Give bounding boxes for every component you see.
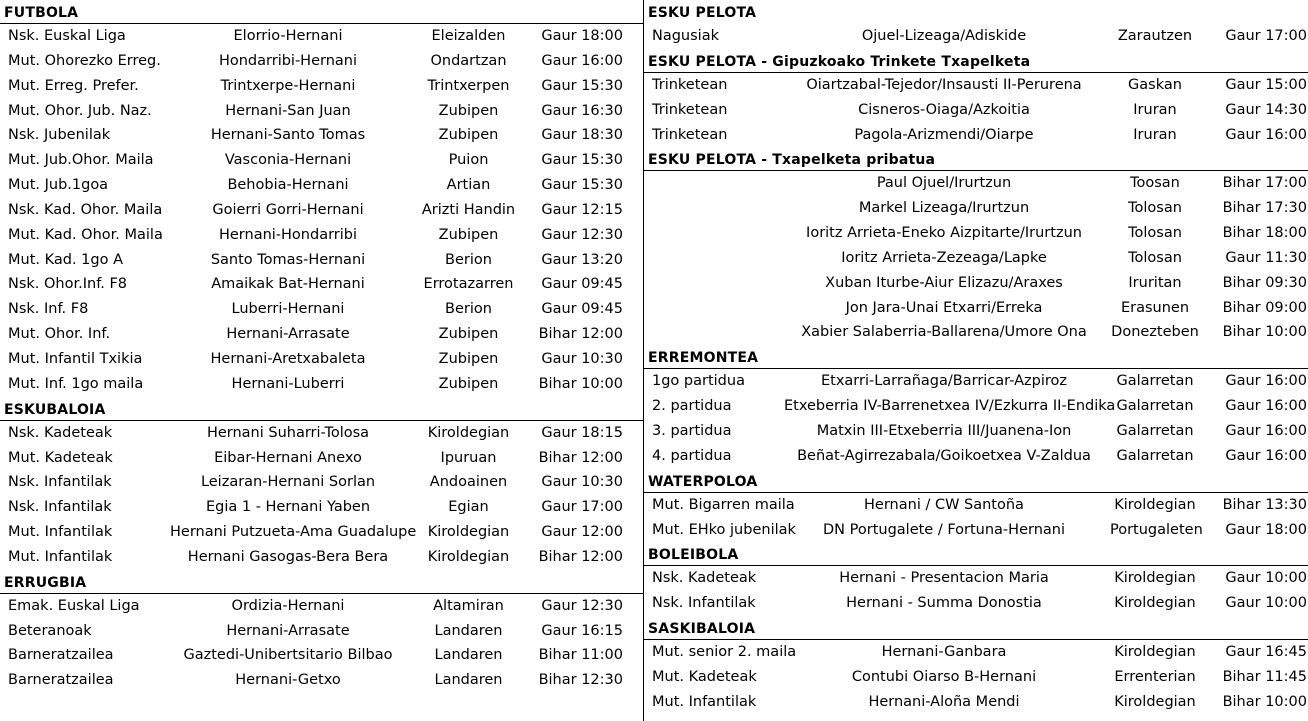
category-cell: Mut. Kadeteak: [8, 449, 113, 466]
time-cell: Gaur 12:15: [541, 201, 623, 218]
time-cell: Bihar 11:00: [538, 647, 623, 664]
time-cell: Gaur 18:00: [541, 28, 623, 44]
section-title: ESKU PELOTA - Gipuzkoako Trinkete Txapelketa: [644, 49, 1308, 73]
schedule-row: [0, 223, 643, 248]
schedule-row: [644, 419, 1308, 444]
schedule-rows: [644, 566, 1308, 616]
category-cell: Mut. Erreg. Prefer.: [8, 77, 139, 94]
schedule-rows: [0, 594, 643, 693]
match-cell: Gaztedi-Unibertsitario Bilbao: [183, 647, 393, 664]
match-cell: Ordizia-Hernani: [231, 597, 345, 614]
category-cell: Mut. EHko jubenilak: [652, 521, 796, 538]
venue-cell: Ipuruan: [440, 449, 497, 466]
section-erremontea: [644, 345, 1308, 468]
category-cell: Trinketean: [652, 126, 728, 143]
right-column: [643, 0, 1308, 721]
schedule-row: [0, 24, 643, 49]
section-futbola: [0, 0, 643, 397]
schedule-rows: [0, 24, 643, 397]
venue-cell: Tolosan: [1128, 249, 1182, 266]
match-cell: Hernani-Aretxabaleta: [210, 350, 366, 367]
venue-cell: Zubipen: [438, 375, 499, 392]
match-cell: Pagola-Arizmendi/Oiarpe: [854, 126, 1034, 143]
category-cell: Mut. Infantilak: [8, 524, 113, 541]
schedule-row: [0, 248, 643, 273]
venue-cell: Iruritan: [1128, 274, 1182, 291]
time-cell: Gaur 16:15: [541, 622, 623, 639]
schedule-row: [644, 369, 1308, 394]
venue-cell: Zubipen: [438, 326, 499, 343]
section-title: ESKU PELOTA: [648, 5, 757, 21]
schedule-row: [644, 271, 1308, 296]
category-cell: Mut. Kadeteak: [652, 668, 757, 685]
schedule-row: [0, 74, 643, 99]
time-cell: Bihar 12:00: [538, 449, 623, 466]
category-cell: Mut. Infantilak: [652, 693, 757, 710]
venue-cell: Kiroldegian: [1114, 496, 1196, 513]
venue-cell: Tolosan: [1128, 225, 1182, 242]
category-cell: Barneratzailea: [8, 672, 114, 689]
section-boleibola: [644, 542, 1308, 616]
schedule-row: [0, 99, 643, 124]
venue-cell: Zubipen: [438, 226, 499, 243]
time-cell: Gaur 16:00: [1225, 398, 1307, 415]
section-title: SASKIBALOIA: [644, 616, 1308, 640]
match-cell: Xabier Salaberria-Ballarena/Umore Ona: [801, 324, 1087, 341]
category-cell: Mut. Infantilak: [8, 548, 113, 565]
schedule-row: [0, 668, 643, 693]
venue-cell: Gaskan: [1128, 76, 1182, 93]
match-cell: Hernani Gasogas-Bera Bera: [187, 548, 389, 565]
schedule-row: [0, 520, 643, 545]
venue-cell: Erasunen: [1120, 299, 1190, 316]
match-cell: Ioritz Arrieta-Eneko Aizpitarte/Irurtzun: [806, 225, 1082, 242]
category-cell: 1go partidua: [652, 373, 745, 390]
match-cell: Elorrio-Hernani: [233, 28, 343, 44]
category-cell: Trinketean: [652, 101, 728, 118]
category-cell: Mut. Kad. 1go A: [8, 251, 123, 268]
venue-cell: Landaren: [434, 672, 503, 689]
section-errugbia: [0, 570, 643, 693]
match-cell: Matxin III-Etxeberria III/Juanena-Ion: [816, 422, 1072, 439]
section-esku-pelota-gipuzkoako-trinkete-txapelketa: [644, 49, 1308, 148]
match-cell: Xuban Iturbe-Aiur Elizazu/Araxes: [825, 274, 1063, 291]
match-cell: Hondarribi-Hernani: [218, 52, 358, 69]
schedule-row: [0, 643, 643, 668]
venue-cell: Galarretan: [1116, 398, 1194, 415]
schedule-row: [0, 446, 643, 471]
venue-cell: Donezteben: [1111, 324, 1199, 341]
schedule-rows: [644, 493, 1308, 543]
match-cell: Ioritz Arrieta-Zezeaga/Lapke: [841, 249, 1047, 266]
schedule-row: [644, 566, 1308, 591]
time-cell: Gaur 09:45: [541, 276, 623, 293]
time-cell: Gaur 16:00: [1225, 422, 1307, 439]
schedule-row: [0, 123, 643, 148]
time-cell: Gaur 10:00: [1225, 570, 1307, 587]
match-cell: Leizaran-Hernani Sorlan: [200, 474, 376, 491]
match-cell: Hernani-Getxo: [235, 672, 341, 689]
time-cell: Gaur 16:45: [1225, 644, 1307, 661]
schedule-row: [644, 690, 1308, 715]
venue-cell: Landaren: [434, 622, 503, 639]
section-title: FUTBOLA: [0, 0, 643, 24]
section-title: ESKU PELOTA - Txapelketa pribatua: [644, 147, 1308, 171]
category-cell: Nsk. Jubenilak: [8, 127, 111, 144]
schedule-row: [644, 73, 1308, 98]
schedule-rows: [644, 171, 1308, 345]
time-cell: Bihar 09:00: [1222, 299, 1307, 316]
time-cell: Gaur 10:30: [541, 350, 623, 367]
schedule-row: [0, 173, 643, 198]
time-cell: Gaur 13:20: [541, 251, 623, 268]
time-cell: Bihar 12:00: [538, 326, 623, 343]
schedule-row: [0, 470, 643, 495]
section-title: ERREMONTEA: [644, 345, 1308, 369]
schedule-row: [644, 444, 1308, 469]
time-cell: Gaur 12:30: [541, 226, 623, 243]
venue-cell: Portugaleten: [1110, 521, 1203, 538]
category-cell: Mut. Ohor. Inf.: [8, 326, 111, 343]
schedule-rows: [0, 421, 643, 570]
match-cell: Jon Jara-Unai Etxarri/Erreka: [845, 299, 1043, 316]
time-cell: Gaur 11:30: [1225, 249, 1307, 266]
category-cell: Mut. Jub.1goa: [8, 177, 109, 194]
schedule-row: [644, 493, 1308, 518]
venue-cell: Berion: [445, 251, 492, 268]
category-cell: 4. partidua: [652, 447, 732, 464]
section-saskibaloia: [644, 616, 1308, 715]
match-cell: Santo Tomas-Hernani: [210, 251, 366, 268]
schedule-row: [0, 272, 643, 297]
match-cell: Eibar-Hernani Anexo: [214, 449, 362, 466]
time-cell: Gaur 10:00: [1225, 595, 1307, 612]
venue-cell: Kiroldegian: [1114, 693, 1196, 710]
venue-cell: Errenterian: [1114, 668, 1196, 685]
time-cell: Gaur 12:30: [541, 597, 623, 614]
schedule-row: [644, 518, 1308, 543]
section-waterpoloa: [644, 469, 1308, 543]
time-cell: Gaur 12:00: [541, 524, 623, 541]
match-cell: Egia 1 - Hernani Yaben: [205, 499, 371, 516]
schedule-row: [0, 198, 643, 223]
venue-cell: Kiroldegian: [1114, 595, 1196, 612]
category-cell: Mut. Kad. Ohor. Maila: [8, 226, 163, 243]
category-cell: Nsk. Kad. Ohor. Maila: [8, 201, 163, 218]
time-cell: Gaur 16:00: [1225, 126, 1307, 143]
venue-cell: Tolosan: [1128, 200, 1182, 217]
time-cell: Bihar 09:30: [1222, 274, 1307, 291]
match-cell: Hernani-San Juan: [225, 102, 351, 119]
match-cell: Hernani - Summa Donostia: [846, 595, 1042, 612]
time-cell: Bihar 12:00: [538, 548, 623, 565]
category-cell: Mut. Bigarren maila: [652, 496, 795, 513]
match-cell: DN Portugalete / Fortuna-Hernani: [823, 521, 1065, 538]
schedule-row: [0, 421, 643, 446]
schedule-row: [0, 297, 643, 322]
venue-cell: Trintxerpen: [427, 77, 510, 94]
schedule-row: [0, 347, 643, 372]
schedule-row: [0, 322, 643, 347]
category-cell: Nsk. Ohor.Inf. F8: [8, 276, 128, 293]
match-cell: Hernani-Luberri: [231, 375, 345, 392]
match-cell: Hernani-Santo Tomas: [210, 127, 366, 144]
category-cell: Mut. Ohorezko Erreg.: [8, 52, 161, 69]
time-cell: Gaur 09:45: [541, 301, 623, 318]
time-cell: Gaur 16:00: [1225, 373, 1307, 390]
section-title: ERRUGBIA: [0, 570, 643, 594]
match-cell: Hernani-Arrasate: [226, 326, 350, 343]
section-eskubaloia: [0, 397, 643, 570]
schedule-row: [644, 98, 1308, 123]
schedule-row: [644, 196, 1308, 221]
schedule-row: [0, 545, 643, 570]
schedule-rows: [644, 24, 1308, 49]
match-cell: Behobia-Hernani: [227, 177, 349, 194]
schedule-row: [644, 221, 1308, 246]
venue-cell: Landaren: [434, 647, 503, 664]
time-cell: Gaur 15:30: [541, 177, 623, 194]
section-title: BOLEIBOLA: [644, 542, 1308, 566]
schedule-row: [644, 665, 1308, 690]
schedule-row: [644, 591, 1308, 616]
venue-cell: Altamiran: [433, 597, 504, 614]
match-cell: Contubi Oiarso B-Hernani: [851, 668, 1037, 685]
match-cell: Hernani-Ganbara: [881, 644, 1007, 661]
schedule-row: [0, 594, 643, 619]
time-cell: Gaur 18:15: [541, 424, 623, 441]
match-cell: Hernani-Hondarribi: [218, 226, 358, 243]
category-cell: Nsk. Kadeteak: [652, 570, 757, 587]
left-column: [0, 0, 643, 721]
category-cell: 2. partidua: [652, 398, 732, 415]
schedule-rows: [644, 369, 1308, 468]
schedule-rows: [644, 73, 1308, 148]
category-cell: Nsk. Kadeteak: [8, 424, 113, 441]
time-cell: Bihar 11:45: [1222, 668, 1307, 685]
section-title: ESKUBALOIA: [0, 397, 643, 421]
venue-cell: Arizti Handin: [421, 201, 516, 218]
schedule-row: [644, 246, 1308, 271]
category-cell: Mut. Inf. 1go maila: [8, 375, 144, 392]
schedule-row: [644, 640, 1308, 665]
venue-cell: Eleizalden: [431, 28, 506, 44]
time-cell: Bihar 13:30: [1222, 496, 1307, 513]
schedule-rows: [644, 640, 1308, 715]
time-cell: Gaur 17:00: [541, 499, 623, 516]
section-esku-pelota: [644, 0, 1308, 49]
venue-cell: Zarautzen: [1117, 28, 1193, 44]
schedule-row: [0, 495, 643, 520]
category-cell: Mut. Ohor. Jub. Naz.: [8, 102, 152, 119]
match-cell: Luberri-Hernani: [231, 301, 345, 318]
match-cell: Cisneros-Oiaga/Azkoitia: [858, 101, 1030, 118]
category-cell: Nsk. Inf. F8: [8, 301, 89, 318]
category-cell: 3. partidua: [652, 422, 732, 439]
venue-cell: Galarretan: [1116, 373, 1194, 390]
time-cell: Gaur 10:30: [541, 474, 623, 491]
category-cell: Nsk. Infantilak: [8, 499, 112, 516]
match-cell: Etxarri-Larrañaga/Barricar-Azpiroz: [820, 373, 1068, 390]
time-cell: Gaur 18:00: [1225, 521, 1307, 538]
venue-cell: Errotazarren: [423, 276, 514, 293]
schedule-row: [644, 296, 1308, 321]
venue-cell: Iruran: [1133, 126, 1177, 143]
time-cell: Gaur 15:30: [541, 77, 623, 94]
schedule-row: [644, 320, 1308, 345]
venue-cell: Berion: [445, 301, 492, 318]
schedule-row: [644, 171, 1308, 196]
match-cell: Goierri Gorri-Hernani: [212, 201, 364, 218]
venue-cell: Galarretan: [1116, 422, 1194, 439]
venue-cell: Andoainen: [429, 474, 508, 491]
category-cell: Nagusiak: [652, 28, 719, 44]
category-cell: Emak. Euskal Liga: [8, 597, 140, 614]
match-cell: Ojuel-Lizeaga/Adiskide: [861, 28, 1027, 44]
venue-cell: Puion: [448, 152, 489, 169]
time-cell: Bihar 10:00: [538, 375, 623, 392]
schedule-row: [644, 24, 1308, 49]
match-cell: Hernani - Presentacion Maria: [839, 570, 1049, 587]
venue-cell: Galarretan: [1116, 447, 1194, 464]
category-cell: Mut. Jub.Ohor. Maila: [8, 152, 154, 169]
venue-cell: Kiroldegian: [427, 548, 510, 565]
venue-cell: Kiroldegian: [427, 424, 510, 441]
time-cell: Bihar 10:00: [1222, 693, 1307, 710]
match-cell: Etxeberria IV-Barrenetxea IV/Ezkurra II-Endika: [784, 398, 1116, 415]
time-cell: Gaur 16:00: [1225, 447, 1307, 464]
category-cell: Mut. Infantil Txikia: [8, 350, 143, 367]
category-cell: Nsk. Euskal Liga: [8, 28, 126, 44]
venue-cell: Ondartzan: [430, 52, 507, 69]
category-cell: Mut. senior 2. maila: [652, 644, 797, 661]
time-cell: Gaur 16:00: [541, 52, 623, 69]
match-cell: Hernani-Aloña Mendi: [868, 693, 1020, 710]
schedule-row: [0, 148, 643, 173]
time-cell: Gaur 18:30: [541, 127, 623, 144]
schedule-row: [0, 372, 643, 397]
venue-cell: Kiroldegian: [1114, 570, 1196, 587]
match-cell: Vasconia-Hernani: [224, 152, 352, 169]
venue-cell: Artian: [446, 177, 491, 194]
venue-cell: Zubipen: [438, 127, 499, 144]
match-cell: Beñat-Agirrezabala/Goikoetxea V-Zaldua: [797, 447, 1091, 464]
time-cell: Bihar 17:00: [1222, 175, 1307, 192]
time-cell: Bihar 10:00: [1222, 324, 1307, 341]
time-cell: Gaur 15:00: [1225, 76, 1307, 93]
venue-cell: Kiroldegian: [1114, 644, 1196, 661]
match-cell: Markel Lizeaga/Irurtzun: [858, 200, 1030, 217]
match-cell: Amaikak Bat-Hernani: [211, 276, 365, 293]
schedule-row: [644, 123, 1308, 148]
time-cell: Gaur 17:00: [1225, 28, 1307, 44]
match-cell: Hernani / CW Santoña: [864, 496, 1024, 513]
category-cell: Nsk. Infantilak: [652, 595, 756, 612]
match-cell: Oiartzabal-Tejedor/Insausti II-Perurena: [806, 76, 1082, 93]
time-cell: Bihar 17:30: [1222, 200, 1307, 217]
match-cell: Hernani Suharri-Tolosa: [206, 424, 370, 441]
match-cell: Trintxerpe-Hernani: [220, 77, 356, 94]
time-cell: Gaur 15:30: [541, 152, 623, 169]
match-cell: Hernani-Arrasate: [226, 622, 350, 639]
section-title: WATERPOLOA: [644, 469, 1308, 493]
venue-cell: Egian: [448, 499, 489, 516]
category-cell: Trinketean: [652, 76, 728, 93]
venue-cell: Kiroldegian: [427, 524, 510, 541]
time-cell: Gaur 16:30: [541, 102, 623, 119]
venue-cell: Zubipen: [438, 350, 499, 367]
category-cell: Beteranoak: [8, 622, 92, 639]
match-cell: Paul Ojuel/Irurtzun: [876, 175, 1012, 192]
schedule-row: [644, 394, 1308, 419]
venue-cell: Toosan: [1130, 175, 1180, 192]
time-cell: Bihar 18:00: [1222, 225, 1307, 242]
time-cell: Gaur 14:30: [1225, 101, 1307, 118]
section-esku-pelota-txapelketa-pribatua: [644, 147, 1308, 345]
schedule-row: [0, 619, 643, 644]
venue-cell: Zubipen: [438, 102, 499, 119]
match-cell: Hernani Putzueta-Ama Guadalupe: [170, 524, 417, 541]
category-cell: Nsk. Infantilak: [8, 474, 112, 491]
venue-cell: Iruran: [1133, 101, 1177, 118]
schedule-row: [0, 49, 643, 74]
category-cell: Barneratzailea: [8, 647, 114, 664]
time-cell: Bihar 12:30: [538, 672, 623, 689]
